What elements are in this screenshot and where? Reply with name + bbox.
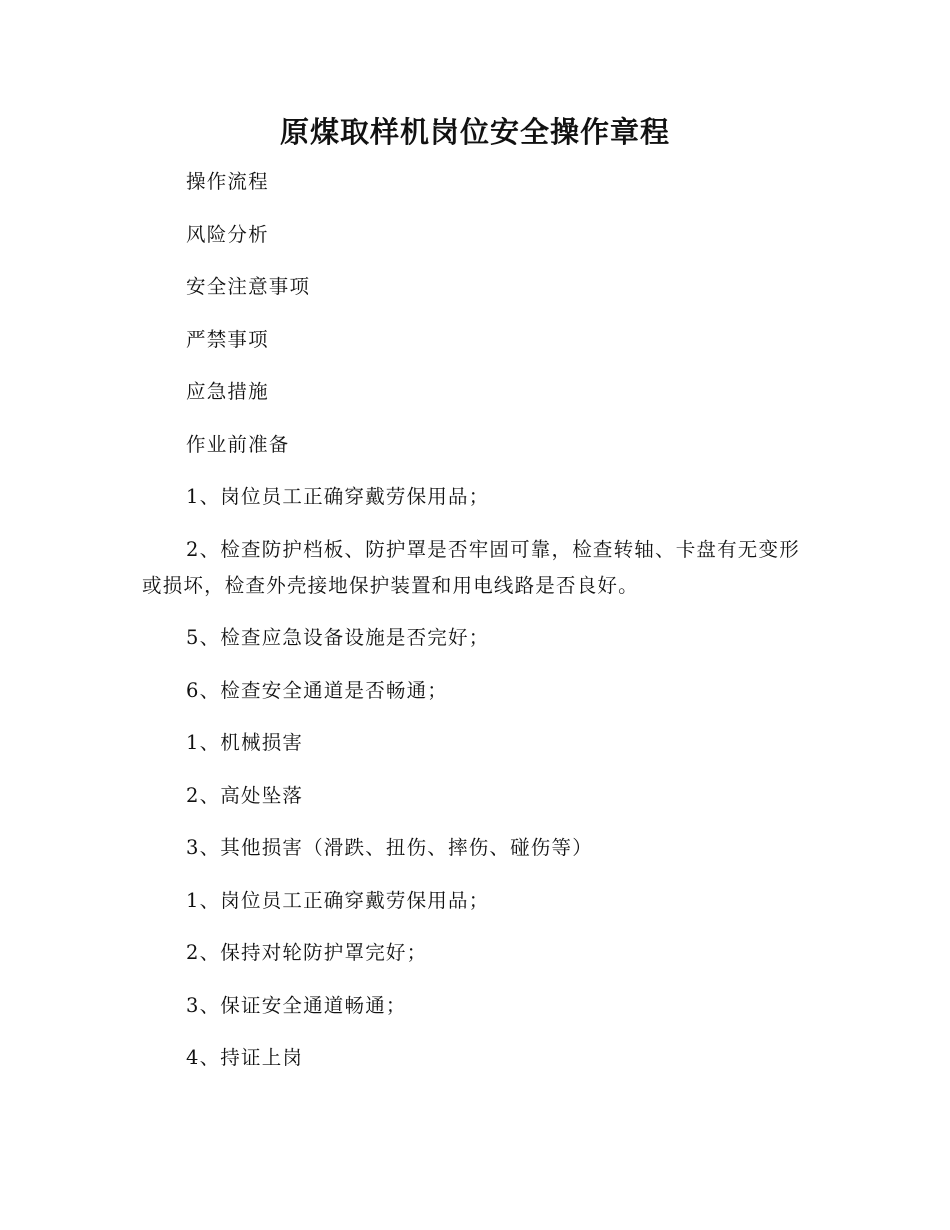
paragraph-emergency-measures: 应急措施: [186, 380, 269, 403]
document-title: 原煤取样机岗位安全操作章程: [279, 115, 670, 149]
paragraph-item: 1、岗位员工正确穿戴劳保用品；: [186, 888, 490, 912]
paragraph-item: 2、高处坠落: [186, 783, 304, 807]
paragraph-item: 2、保持对轮防护罩完好；: [186, 941, 428, 964]
paragraph-risk-analysis: 风险分析: [186, 222, 269, 246]
paragraph-safety-notes: 安全注意事项: [186, 275, 311, 298]
paragraph-item: 6、检查安全通道是否畅通；: [186, 678, 449, 702]
paragraph-item: 3、保证安全通道畅通；: [186, 993, 407, 1017]
paragraph-item: 3、其他损害（滑跌、扭伤、摔伤、碰伤等）: [186, 836, 593, 859]
paragraph-item: 1、岗位员工正确穿戴劳保用品；: [186, 485, 490, 508]
document-body: [142, 164, 810, 1093]
paragraph-prohibited-items: 严禁事项: [186, 327, 269, 351]
paragraph-item: 5、检查应急设备设施是否完好；: [186, 626, 490, 649]
paragraph-operation-flow: 操作流程: [186, 170, 269, 193]
paragraph-item: 1、机械损害: [186, 731, 304, 754]
paragraph-pre-work-preparation: 作业前准备: [186, 432, 290, 456]
paragraph-item: 2、检查防护档板、防护罩是否牢固可靠，检查转轴、卡盘有无变形或损坏，检查外壳接地保护装置和用电线路是否良好。: [142, 537, 800, 597]
paragraph-item: 4、持证上岗: [186, 1046, 304, 1069]
